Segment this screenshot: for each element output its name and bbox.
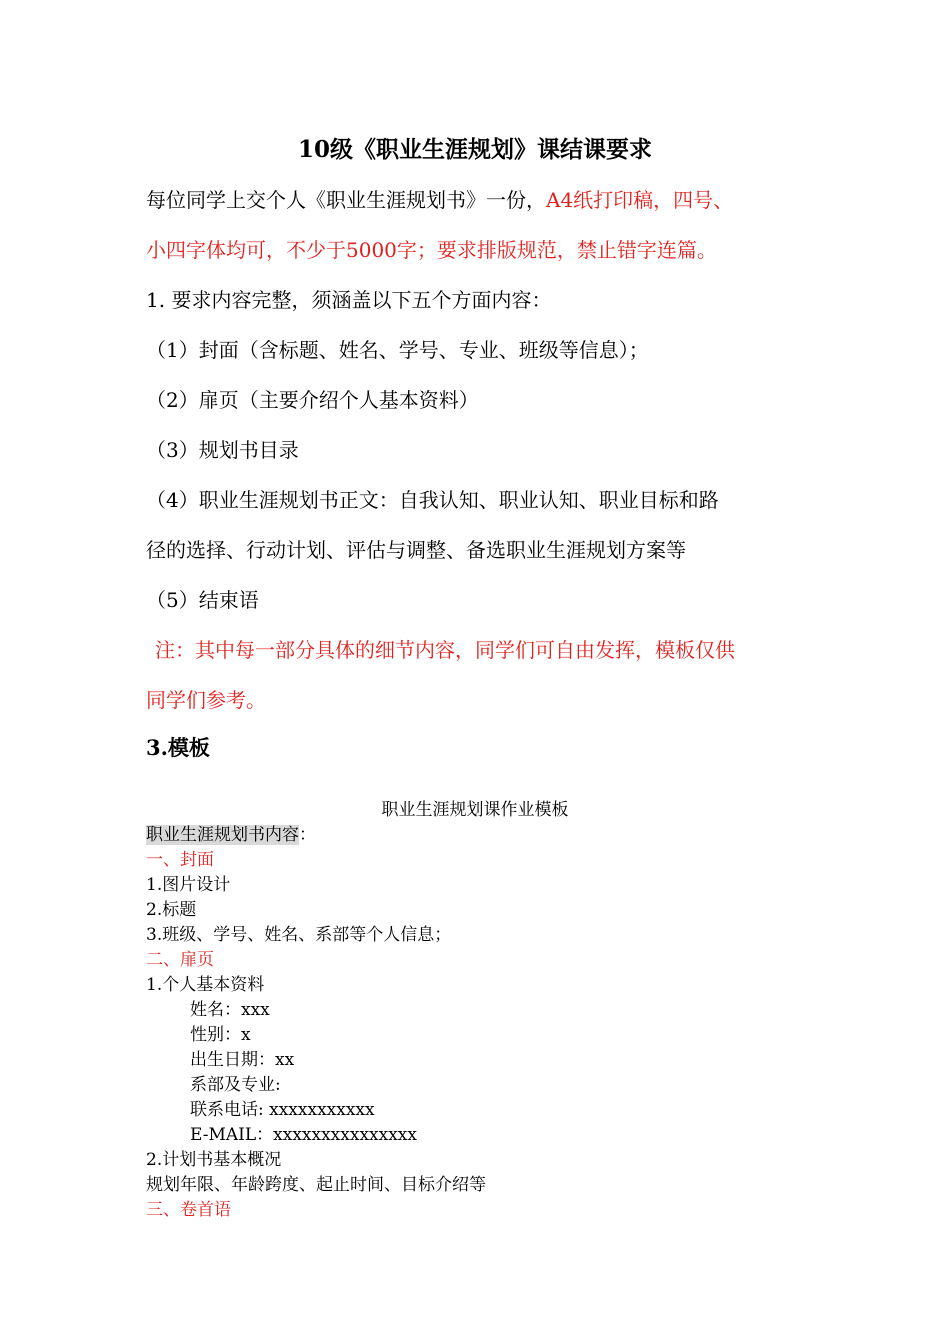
highlighted-label: 职业生涯规划书内容: [146, 825, 299, 845]
template-content-label: [146, 823, 316, 848]
section-flyleaf: 二、扉页: [146, 950, 214, 970]
intro-text: 每位同学上交个人《职业生涯规划书》一份，: [146, 188, 546, 212]
requirement-item: （2）扉页（主要介绍个人基本资料）: [146, 388, 479, 412]
list-item: 1.个人基本资料: [146, 975, 265, 995]
requirement-item: （1）封面（含标题、姓名、学号、专业、班级等信息）；: [146, 338, 649, 362]
field-name: 姓名：xxx: [190, 1000, 270, 1020]
list-item: 2.标题: [146, 900, 197, 920]
requirement-heading: 1. 要求内容完整，须涵盖以下五个方面内容：: [146, 288, 552, 312]
template-title: 职业生涯规划课作业模板: [381, 800, 569, 820]
intro-requirement-text: A4纸打印稿，四号、: [546, 188, 734, 212]
list-item: 1.图片设计: [146, 875, 231, 895]
label-colon: ：: [299, 825, 316, 845]
field-email: E-MAIL：xxxxxxxxxxxxxxx: [190, 1125, 417, 1145]
requirement-item: （3）规划书目录: [146, 438, 299, 462]
note-line-2: 同学们参考。: [146, 688, 266, 712]
document-title: 10级《职业生涯规划》课结课要求: [297, 136, 652, 163]
list-item-description: 规划年限、年龄跨度、起止时间、目标介绍等: [146, 1175, 486, 1195]
field-department: 系部及专业:: [190, 1075, 281, 1095]
section-preface: 三、卷首语: [146, 1200, 231, 1220]
section-cover: 一、封面: [146, 850, 214, 870]
intro-line-2: 小四字体均可，不少于5000字；要求排版规范，禁止错字连篇。: [146, 238, 717, 262]
list-item: 3.班级、学号、姓名、系部等个人信息；: [146, 925, 452, 945]
field-gender: 性别：x: [190, 1025, 251, 1045]
field-phone: 联系电话: xxxxxxxxxxx: [190, 1100, 375, 1120]
requirement-item-continued: 径的选择、行动计划、评估与调整、备选职业生涯规划方案等: [146, 538, 686, 562]
intro-line-1: [146, 175, 816, 225]
field-birthdate: 出生日期：xx: [190, 1050, 295, 1070]
requirement-item: （5）结束语: [146, 588, 259, 612]
template-heading: 3.模板: [146, 735, 210, 760]
list-item: 2.计划书基本概况: [146, 1150, 282, 1170]
note-line-1: 注：其中每一部分具体的细节内容，同学们可自由发挥，模板仅供: [155, 638, 735, 662]
requirement-item: （4）职业生涯规划书正文：自我认知、职业认知、职业目标和路: [146, 488, 719, 512]
